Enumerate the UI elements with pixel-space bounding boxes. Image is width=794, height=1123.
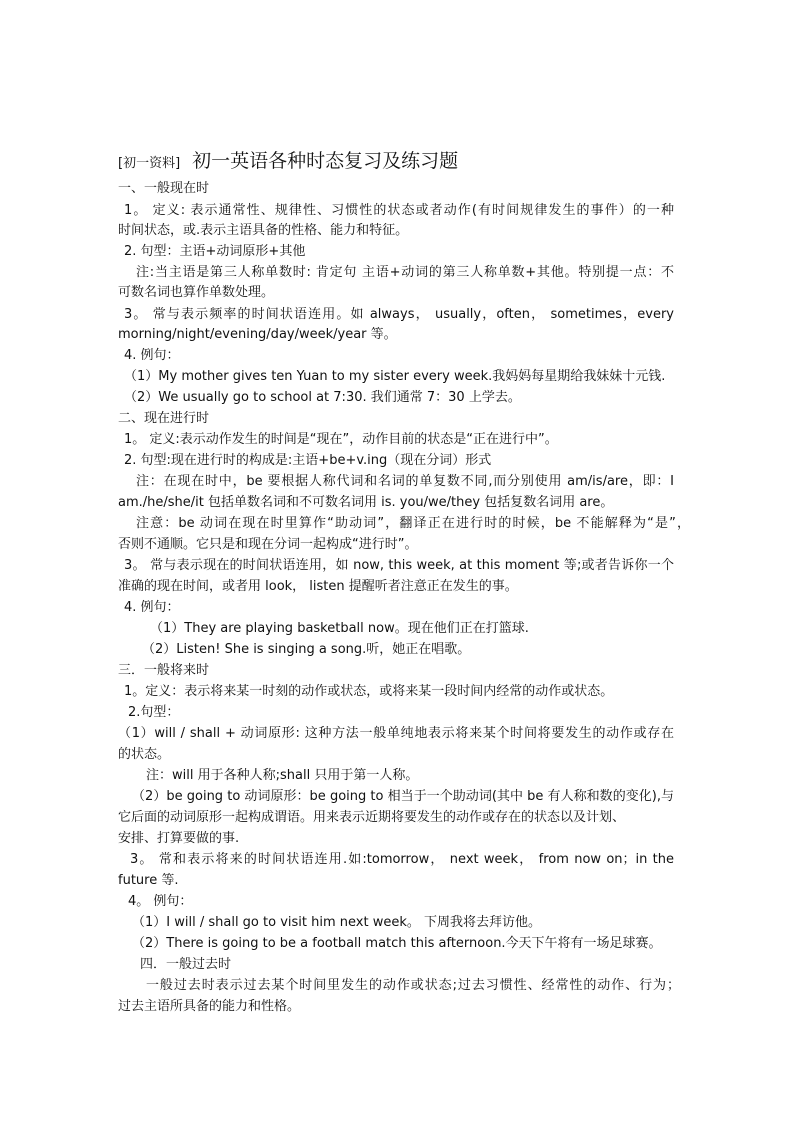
example-line: （1）They are playing basketball now。现在他们正在打篮球. bbox=[150, 621, 529, 636]
example-line: （2）There is going to be a football match this afternoon.今天下午将有一场足球赛。 bbox=[132, 936, 662, 951]
example-line: （1）I will / shall go to visit him next week。 下周我将去拜访他。 bbox=[132, 915, 541, 930]
text-line: 3。 常和表示将来的时间状语连用.如:tomorrow， next week， from now on；in the bbox=[130, 852, 674, 867]
text-line: 的状态。 bbox=[118, 747, 171, 762]
section-heading-1: 一、一般现在时 bbox=[118, 181, 210, 196]
text-line: 2. 句型:现在进行时的构成是:主语+be+v.ing（现在分词）形式 bbox=[124, 453, 492, 468]
text-line: 2.句型： bbox=[128, 705, 180, 720]
text-line: 可数名词也算作单数处理。 bbox=[118, 285, 275, 300]
text-line: morning/night/evening/day/week/year 等。 bbox=[118, 327, 397, 342]
text-line: 4。 例句： bbox=[128, 894, 193, 909]
text-line: 2. 句型：主语+动词原形+其他 bbox=[124, 244, 306, 259]
text-line: future 等. bbox=[118, 873, 179, 888]
section-heading-2: 二、现在进行时 bbox=[118, 411, 210, 426]
example-line: （1）My mother gives ten Yuan to my sister every week.我妈妈每星期给我妹妹十元钱. bbox=[124, 369, 666, 384]
text-line: 4. 例句： bbox=[124, 600, 180, 615]
text-line: am./he/she/it 包括单数名词和不可数名词用 is. you/we/they 包括复数名词用 are。 bbox=[118, 495, 614, 510]
section-heading-3: 三．一般将来时 bbox=[118, 663, 210, 678]
section-heading-4: 四．一般过去时 bbox=[140, 957, 232, 972]
text-line: 注：will 用于各种人称;shall 只用于第一人称。 bbox=[146, 768, 419, 783]
text-line: 时间状态，或.表示主语具备的性格、能力和特征。 bbox=[118, 223, 409, 238]
title-row bbox=[118, 146, 458, 173]
text-line: 1。 定义:表示动作发生的时间是“现在”，动作目前的状态是“正在进行中”。 bbox=[124, 432, 558, 447]
text-line: 安排、打算要做的事. bbox=[118, 831, 240, 846]
text-line: 4. 例句： bbox=[124, 348, 180, 363]
text-line: 1。定义：表示将来某一时刻的动作或状态，或将来某一段时间内经常的动作或状态。 bbox=[124, 684, 614, 699]
example-line: （2）We usually go to school at 7:30. 我们通常 7：30 上学去。 bbox=[124, 390, 521, 405]
text-line: 否则不通顺。它只是和现在分词一起构成“进行时”。 bbox=[118, 537, 418, 552]
doc-tag: [初一资料] bbox=[118, 156, 181, 171]
text-line: 注:当主语是第三人称单数时: 肯定句 主语+动词的第三人称单数+其他。特别提一点：不 bbox=[136, 265, 674, 280]
doc-title: 初一英语各种时态复习及练习题 bbox=[192, 150, 459, 172]
text-line: 一般过去时表示过去某个时间里发生的动作或状态;过去习惯性、经常性的动作、行为； bbox=[146, 978, 680, 993]
text-line: 过去主语所具备的能力和性格。 bbox=[118, 999, 301, 1014]
text-line: 注意：be 动词在现在时里算作“助动词”，翻译正在进行时的时候，be 不能解释为“是”， bbox=[136, 516, 690, 531]
text-line: 1。 定义: 表示通常性、规律性、习惯性的状态或者动作(有时间规律发生的事件）的一种 bbox=[124, 203, 674, 218]
example-line: （2）Listen! She is singing a song.听，她正在唱歌。 bbox=[142, 642, 471, 657]
text-line: （1）will / shall + 动词原形: 这种方法一般单纯地表示将来某个时间将要发生的动作或存在 bbox=[118, 726, 674, 741]
text-line: 注：在现在时中，be 要根据人称代词和名词的单复数不同,而分别使用 am/is/are，即：I bbox=[136, 474, 674, 489]
text-line: 3。 常与表示现在的时间状语连用，如 now, this week, at this moment 等;或者告诉你一个 bbox=[124, 558, 674, 573]
text-line: 3。 常与表示频率的时间状语连用。如 always， usually，often， sometimes，every bbox=[124, 307, 674, 322]
text-line: 准确的现在时间，或者用 look， listen 提醒听者注意正在发生的事。 bbox=[118, 579, 518, 594]
text-line: （2）be going to 动词原形：be going to 相当于一个助动词(其中 be 有人称和数的变化),与 bbox=[132, 789, 674, 804]
text-line: 它后面的动词原形一起构成谓语。用来表示近期将要发生的动作或存在的状态以及计划、 bbox=[118, 810, 626, 825]
